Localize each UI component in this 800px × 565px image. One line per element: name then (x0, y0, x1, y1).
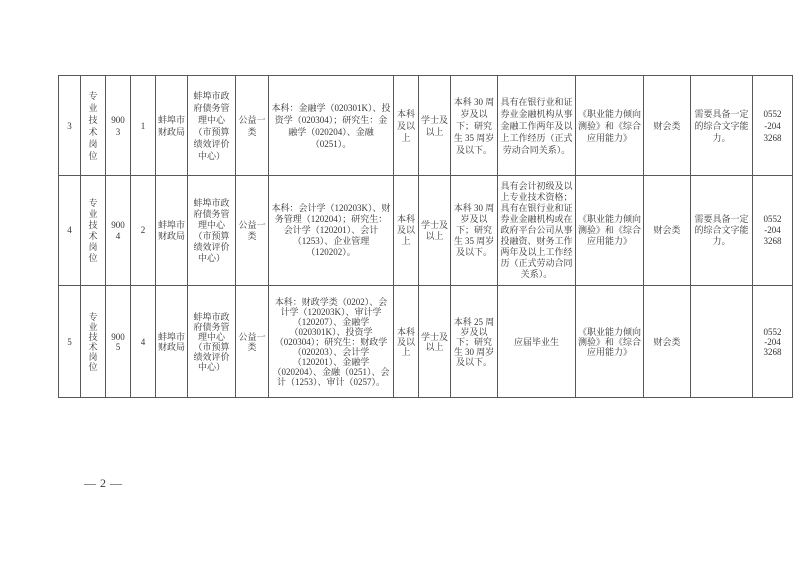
cell-seq: 3 (59, 76, 81, 176)
cell-department: 蚌埠市财政局 (156, 76, 188, 176)
cell-unit-type: 公益一类 (236, 76, 269, 176)
cell-remarks: 需要具备一定的综合文字能力。 (691, 176, 753, 286)
cell-other-requirements: 具有会计初级及以上专业技术资格；具有在银行业和证券业金融机构或在政府平台公司从事投融资、财务工作两年及以上工作经历（正式劳动合同关系）。 (498, 176, 576, 286)
cell-unit-type: 公益一类 (236, 176, 269, 286)
recruitment-positions-table (58, 75, 793, 398)
cell-other-requirements: 具有在银行业和证券业金融机构从事金融工作两年及以上工作经历（正式劳动合同关系）。 (498, 76, 576, 176)
cell-degree: 学士及以上 (419, 286, 451, 398)
cell-degree: 学士及以上 (419, 176, 451, 286)
cell-openings: 2 (131, 176, 156, 286)
cell-phone (753, 76, 793, 176)
phone-text: 0552-2043268 (763, 214, 782, 246)
phone-text: 0552-2043268 (763, 108, 782, 143)
cell-major: 本科：金融学（020301K）、投资学（020304）；研究生：金融学（020204）、金融（0251）。 (269, 76, 394, 176)
cell-age: 本科 30 周岁及以下；研究生 35 周岁及以下。 (451, 176, 498, 286)
cell-other-requirements: 应届毕业生 (498, 286, 576, 398)
cell-subject-category: 财会类 (644, 286, 691, 398)
cell-education: 本科及以上 (394, 286, 419, 398)
cell-post-type (81, 286, 106, 398)
cell-subject-category: 财会类 (644, 76, 691, 176)
cell-major: 本科：会计学（120203K）、财务管理（120204）；研究生：会计学（120201）、会计（1253）、企业管理（120202）。 (269, 176, 394, 286)
cell-subject-category: 财会类 (644, 176, 691, 286)
post-type-text: 专业技术岗位 (88, 90, 98, 161)
cell-remarks (691, 286, 753, 398)
cell-remarks: 需要具备一定的综合文字能力。 (691, 76, 753, 176)
post-type-text: 专业技术岗位 (88, 311, 98, 372)
cell-phone (753, 176, 793, 286)
cell-openings: 1 (131, 76, 156, 176)
cell-post-type (81, 76, 106, 176)
phone-text: 0552-2043268 (763, 326, 782, 357)
cell-department: 蚌埠市财政局 (156, 176, 188, 286)
post-code-text: 9004 (111, 219, 125, 241)
cell-seq: 4 (59, 176, 81, 286)
cell-age: 本科 25 周岁及以下；研究生 30 周岁及以下。 (451, 286, 498, 398)
cell-exam-subjects: 《职业能力倾向测验》和《综合应用能力》 (576, 176, 644, 286)
table-row (59, 176, 793, 286)
cell-degree: 学士及以上 (419, 76, 451, 176)
cell-post-code (106, 286, 131, 398)
cell-age: 本科 30 周岁及以下；研究生 35 周岁及以下。 (451, 76, 498, 176)
cell-seq: 5 (59, 286, 81, 398)
cell-phone (753, 286, 793, 398)
cell-unit: 蚌埠市政府债务管理中心（市预算绩效评价中心） (188, 176, 236, 286)
post-code-text: 9003 (111, 114, 125, 137)
cell-openings: 4 (131, 286, 156, 398)
post-code-text: 9005 (111, 331, 125, 352)
page-number: — 2 — (84, 476, 123, 490)
cell-education: 本科及以上 (394, 176, 419, 286)
cell-education: 本科及以上 (394, 76, 419, 176)
cell-department: 蚌埠市财政局 (156, 286, 188, 398)
cell-unit-type: 公益一类 (236, 286, 269, 398)
table-row (59, 76, 793, 176)
cell-exam-subjects: 《职业能力倾向测验》和《综合应用能力》 (576, 76, 644, 176)
cell-major: 本科：财政学类（0202）、会计学（120203K）、审计学（120207）、金融学（020301K）、投资学（020304）；研究生：财政学（020203）、会计学（120201）、金融学（020204）、金融（0251）、会计（1253）、审计（0257）。 (269, 286, 394, 398)
cell-post-code (106, 176, 131, 286)
post-type-text: 专业技术岗位 (88, 197, 98, 263)
cell-post-code (106, 76, 131, 176)
table-row (59, 286, 793, 398)
cell-unit: 蚌埠市政府债务管理中心（市预算绩效评价中心） (188, 286, 236, 398)
cell-post-type (81, 176, 106, 286)
cell-unit: 蚌埠市政府债务管理中心（市预算绩效评价中心） (188, 76, 236, 176)
cell-exam-subjects: 《职业能力倾向测验》和《综合应用能力》 (576, 286, 644, 398)
